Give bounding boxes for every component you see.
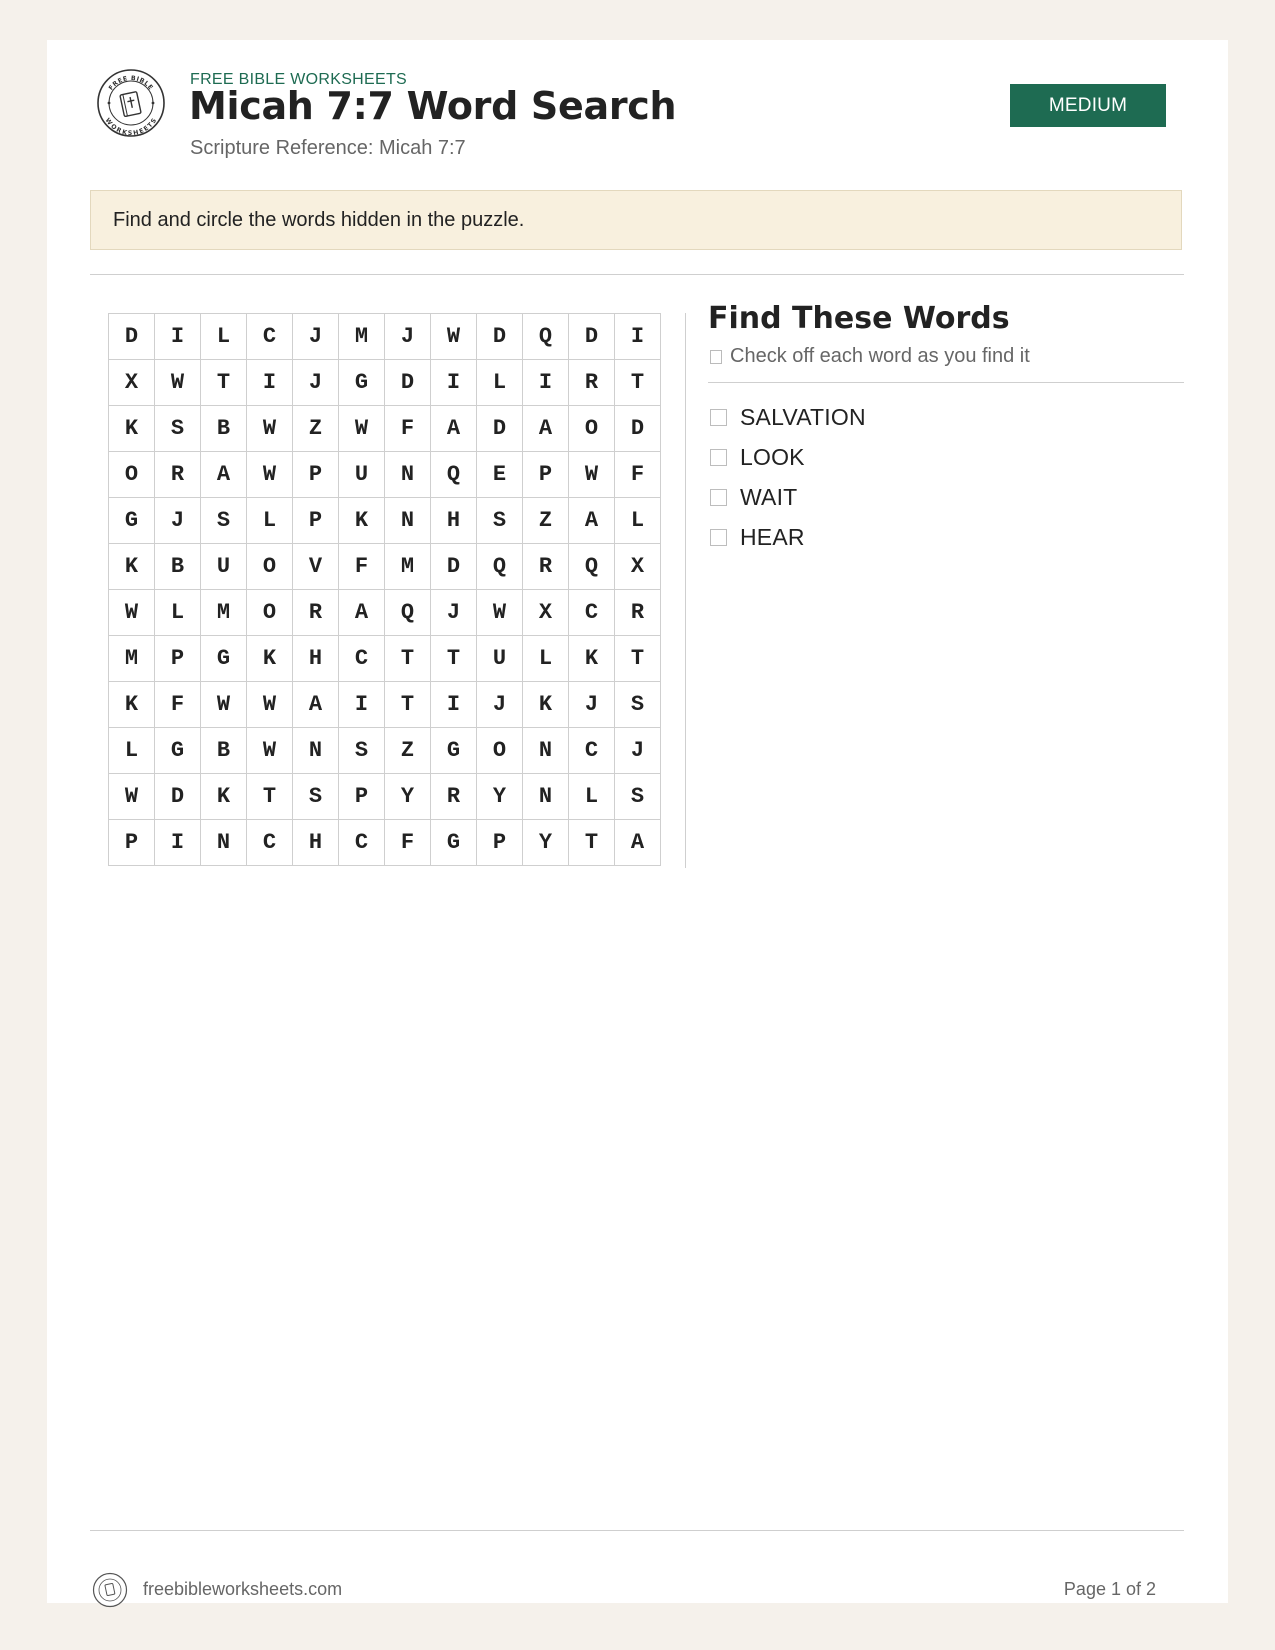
- grid-cell[interactable]: J: [431, 590, 477, 636]
- page-title: Micah 7:7 Word Search: [189, 84, 677, 128]
- grid-cell[interactable]: D: [155, 774, 201, 820]
- grid-cell[interactable]: R: [569, 360, 615, 406]
- grid-cell[interactable]: J: [293, 360, 339, 406]
- grid-cell[interactable]: K: [109, 406, 155, 452]
- grid-cell[interactable]: T: [385, 682, 431, 728]
- grid-cell[interactable]: D: [109, 314, 155, 360]
- grid-cell[interactable]: J: [477, 682, 523, 728]
- grid-cell[interactable]: O: [109, 452, 155, 498]
- grid-cell[interactable]: I: [155, 820, 201, 866]
- grid-cell[interactable]: H: [293, 636, 339, 682]
- grid-cell[interactable]: H: [293, 820, 339, 866]
- grid-cell[interactable]: Q: [385, 590, 431, 636]
- grid-cell[interactable]: Y: [477, 774, 523, 820]
- grid-cell[interactable]: K: [247, 636, 293, 682]
- grid-cell[interactable]: C: [339, 636, 385, 682]
- grid-cell[interactable]: B: [201, 406, 247, 452]
- grid-cell[interactable]: W: [247, 682, 293, 728]
- grid-cell[interactable]: D: [477, 314, 523, 360]
- grid-cell[interactable]: O: [569, 406, 615, 452]
- grid-cell[interactable]: P: [293, 498, 339, 544]
- grid-cell[interactable]: T: [431, 636, 477, 682]
- grid-cell[interactable]: O: [247, 590, 293, 636]
- grid-cell[interactable]: A: [615, 820, 661, 866]
- grid-cell[interactable]: M: [201, 590, 247, 636]
- word-checkbox[interactable]: [710, 449, 727, 466]
- column-divider: [685, 313, 686, 868]
- grid-cell[interactable]: K: [109, 682, 155, 728]
- grid-cell[interactable]: G: [109, 498, 155, 544]
- grid-cell[interactable]: F: [615, 452, 661, 498]
- grid-cell[interactable]: J: [385, 314, 431, 360]
- grid-cell[interactable]: D: [385, 360, 431, 406]
- grid-cell[interactable]: Y: [523, 820, 569, 866]
- grid-cell[interactable]: W: [109, 774, 155, 820]
- grid-cell[interactable]: W: [155, 360, 201, 406]
- grid-cell[interactable]: H: [431, 498, 477, 544]
- grid-cell[interactable]: O: [247, 544, 293, 590]
- grid-cell[interactable]: D: [477, 406, 523, 452]
- grid-cell[interactable]: W: [569, 452, 615, 498]
- grid-cell[interactable]: R: [155, 452, 201, 498]
- grid-cell[interactable]: F: [385, 406, 431, 452]
- brand-label: FREE BIBLE WORKSHEETS: [190, 71, 408, 88]
- grid-cell[interactable]: C: [247, 314, 293, 360]
- logo-text-top: FREE BIBLE: [107, 74, 155, 92]
- grid-cell[interactable]: N: [385, 498, 431, 544]
- word-list-hint-text: Check off each word as you find it: [730, 345, 1030, 367]
- worksheet-page: [47, 40, 1228, 1603]
- grid-cell[interactable]: C: [569, 728, 615, 774]
- grid-cell[interactable]: L: [155, 590, 201, 636]
- grid-cell[interactable]: L: [109, 728, 155, 774]
- word-label: WAIT: [740, 483, 798, 510]
- word-label: LOOK: [740, 443, 805, 470]
- bible-logo-icon: [96, 68, 166, 138]
- grid-cell[interactable]: G: [431, 820, 477, 866]
- grid-cell[interactable]: W: [109, 590, 155, 636]
- grid-cell[interactable]: A: [201, 452, 247, 498]
- difficulty-badge: MEDIUM: [1010, 84, 1166, 127]
- grid-cell[interactable]: A: [523, 406, 569, 452]
- grid-cell[interactable]: C: [569, 590, 615, 636]
- grid-cell[interactable]: W: [477, 590, 523, 636]
- grid-cell[interactable]: K: [201, 774, 247, 820]
- footer-website: freebibleworksheets.com: [143, 1579, 343, 1599]
- word-list-divider: [708, 382, 1184, 383]
- word-list-item: [708, 477, 1184, 517]
- grid-cell[interactable]: P: [155, 636, 201, 682]
- instructions-box: [90, 190, 1182, 250]
- grid-cell[interactable]: P: [109, 820, 155, 866]
- grid-cell[interactable]: C: [247, 820, 293, 866]
- grid-cell[interactable]: U: [201, 544, 247, 590]
- grid-cell[interactable]: D: [569, 314, 615, 360]
- word-list-title: Find These Words: [708, 301, 1010, 336]
- grid-cell[interactable]: I: [523, 360, 569, 406]
- word-list-item: [708, 437, 1184, 477]
- grid-cell[interactable]: T: [201, 360, 247, 406]
- grid-cell[interactable]: W: [201, 682, 247, 728]
- word-checkbox[interactable]: [710, 489, 727, 506]
- grid-cell[interactable]: P: [477, 820, 523, 866]
- grid-cell[interactable]: T: [569, 820, 615, 866]
- grid-cell[interactable]: S: [293, 774, 339, 820]
- grid-cell[interactable]: J: [569, 682, 615, 728]
- grid-cell[interactable]: J: [155, 498, 201, 544]
- grid-cell[interactable]: R: [293, 590, 339, 636]
- page-number: Page 1 of 2: [1063, 1579, 1156, 1599]
- grid-cell[interactable]: U: [339, 452, 385, 498]
- grid-cell[interactable]: M: [109, 636, 155, 682]
- grid-cell[interactable]: B: [201, 728, 247, 774]
- grid-cell[interactable]: N: [293, 728, 339, 774]
- grid-cell[interactable]: I: [431, 360, 477, 406]
- grid-cell[interactable]: A: [339, 590, 385, 636]
- grid-cell[interactable]: W: [247, 452, 293, 498]
- grid-cell[interactable]: J: [615, 728, 661, 774]
- grid-cell[interactable]: I: [615, 314, 661, 360]
- grid-cell[interactable]: Z: [385, 728, 431, 774]
- word-list-item: [708, 397, 1184, 437]
- grid-cell[interactable]: K: [523, 682, 569, 728]
- grid-cell[interactable]: S: [477, 498, 523, 544]
- grid-cell[interactable]: A: [293, 682, 339, 728]
- grid-cell[interactable]: N: [201, 820, 247, 866]
- grid-cell[interactable]: I: [155, 314, 201, 360]
- header-divider: [90, 274, 1184, 275]
- grid-cell[interactable]: X: [109, 360, 155, 406]
- grid-cell[interactable]: J: [293, 314, 339, 360]
- grid-cell[interactable]: W: [431, 314, 477, 360]
- grid-cell[interactable]: M: [339, 314, 385, 360]
- grid-cell[interactable]: F: [155, 682, 201, 728]
- grid-cell[interactable]: G: [155, 728, 201, 774]
- word-list: [708, 397, 1184, 557]
- instructions-text: Find and circle the words hidden in the puzzle.: [113, 208, 525, 231]
- grid-cell[interactable]: A: [431, 406, 477, 452]
- grid-cell[interactable]: R: [615, 590, 661, 636]
- grid-cell[interactable]: Q: [569, 544, 615, 590]
- grid-cell[interactable]: T: [385, 636, 431, 682]
- grid-cell[interactable]: P: [523, 452, 569, 498]
- footer-divider: [90, 1530, 1184, 1531]
- grid-cell[interactable]: V: [293, 544, 339, 590]
- grid-cell[interactable]: P: [293, 452, 339, 498]
- word-checkbox[interactable]: [710, 409, 727, 426]
- grid-cell[interactable]: X: [615, 544, 661, 590]
- word-label: HEAR: [740, 523, 805, 550]
- scripture-reference: Scripture Reference: Micah 7:7: [190, 137, 466, 159]
- footer-logo-icon: [92, 1572, 128, 1608]
- grid-cell[interactable]: W: [247, 728, 293, 774]
- grid-cell[interactable]: C: [339, 820, 385, 866]
- grid-cell[interactable]: S: [201, 498, 247, 544]
- grid-cell[interactable]: S: [615, 774, 661, 820]
- grid-cell[interactable]: M: [385, 544, 431, 590]
- grid-cell[interactable]: P: [339, 774, 385, 820]
- grid-cell[interactable]: N: [523, 774, 569, 820]
- grid-cell[interactable]: Z: [523, 498, 569, 544]
- word-checkbox[interactable]: [710, 529, 727, 546]
- grid-cell[interactable]: O: [477, 728, 523, 774]
- grid-cell[interactable]: Q: [431, 452, 477, 498]
- grid-cell[interactable]: X: [523, 590, 569, 636]
- grid-cell[interactable]: G: [431, 728, 477, 774]
- grid-cell[interactable]: Q: [523, 314, 569, 360]
- logo-text-bottom: WORKSHEETS: [103, 116, 159, 138]
- grid-cell[interactable]: G: [339, 360, 385, 406]
- grid-cell[interactable]: D: [615, 406, 661, 452]
- grid-cell[interactable]: T: [615, 360, 661, 406]
- grid-cell[interactable]: Q: [477, 544, 523, 590]
- grid-cell[interactable]: F: [385, 820, 431, 866]
- word-label: SALVATION: [740, 403, 866, 430]
- grid-cell[interactable]: N: [523, 728, 569, 774]
- grid-cell[interactable]: I: [339, 682, 385, 728]
- grid-cell[interactable]: U: [477, 636, 523, 682]
- grid-cell[interactable]: L: [569, 774, 615, 820]
- word-list-hint: [710, 345, 1030, 368]
- grid-cell[interactable]: N: [385, 452, 431, 498]
- grid-cell[interactable]: D: [431, 544, 477, 590]
- grid-cell[interactable]: K: [569, 636, 615, 682]
- word-search-grid: [108, 313, 661, 866]
- grid-cell[interactable]: K: [339, 498, 385, 544]
- grid-cell[interactable]: W: [247, 406, 293, 452]
- grid-cell[interactable]: L: [201, 314, 247, 360]
- grid-cell[interactable]: S: [155, 406, 201, 452]
- grid-cell[interactable]: A: [569, 498, 615, 544]
- grid-cell[interactable]: Z: [293, 406, 339, 452]
- grid-cell[interactable]: I: [247, 360, 293, 406]
- grid-cell[interactable]: L: [615, 498, 661, 544]
- grid-cell[interactable]: T: [615, 636, 661, 682]
- grid-cell[interactable]: S: [339, 728, 385, 774]
- grid-cell[interactable]: R: [523, 544, 569, 590]
- grid-cell[interactable]: T: [247, 774, 293, 820]
- grid-cell[interactable]: I: [431, 682, 477, 728]
- grid-cell[interactable]: L: [477, 360, 523, 406]
- grid-cell[interactable]: W: [339, 406, 385, 452]
- grid-cell[interactable]: F: [339, 544, 385, 590]
- grid-cell[interactable]: L: [247, 498, 293, 544]
- word-list-item: [708, 517, 1184, 557]
- grid-cell[interactable]: K: [109, 544, 155, 590]
- grid-cell[interactable]: G: [201, 636, 247, 682]
- grid-cell[interactable]: E: [477, 452, 523, 498]
- grid-cell[interactable]: L: [523, 636, 569, 682]
- grid-cell[interactable]: Y: [385, 774, 431, 820]
- checkbox-hint-icon: [710, 350, 722, 364]
- grid-cell[interactable]: B: [155, 544, 201, 590]
- grid-cell[interactable]: R: [431, 774, 477, 820]
- grid-cell[interactable]: S: [615, 682, 661, 728]
